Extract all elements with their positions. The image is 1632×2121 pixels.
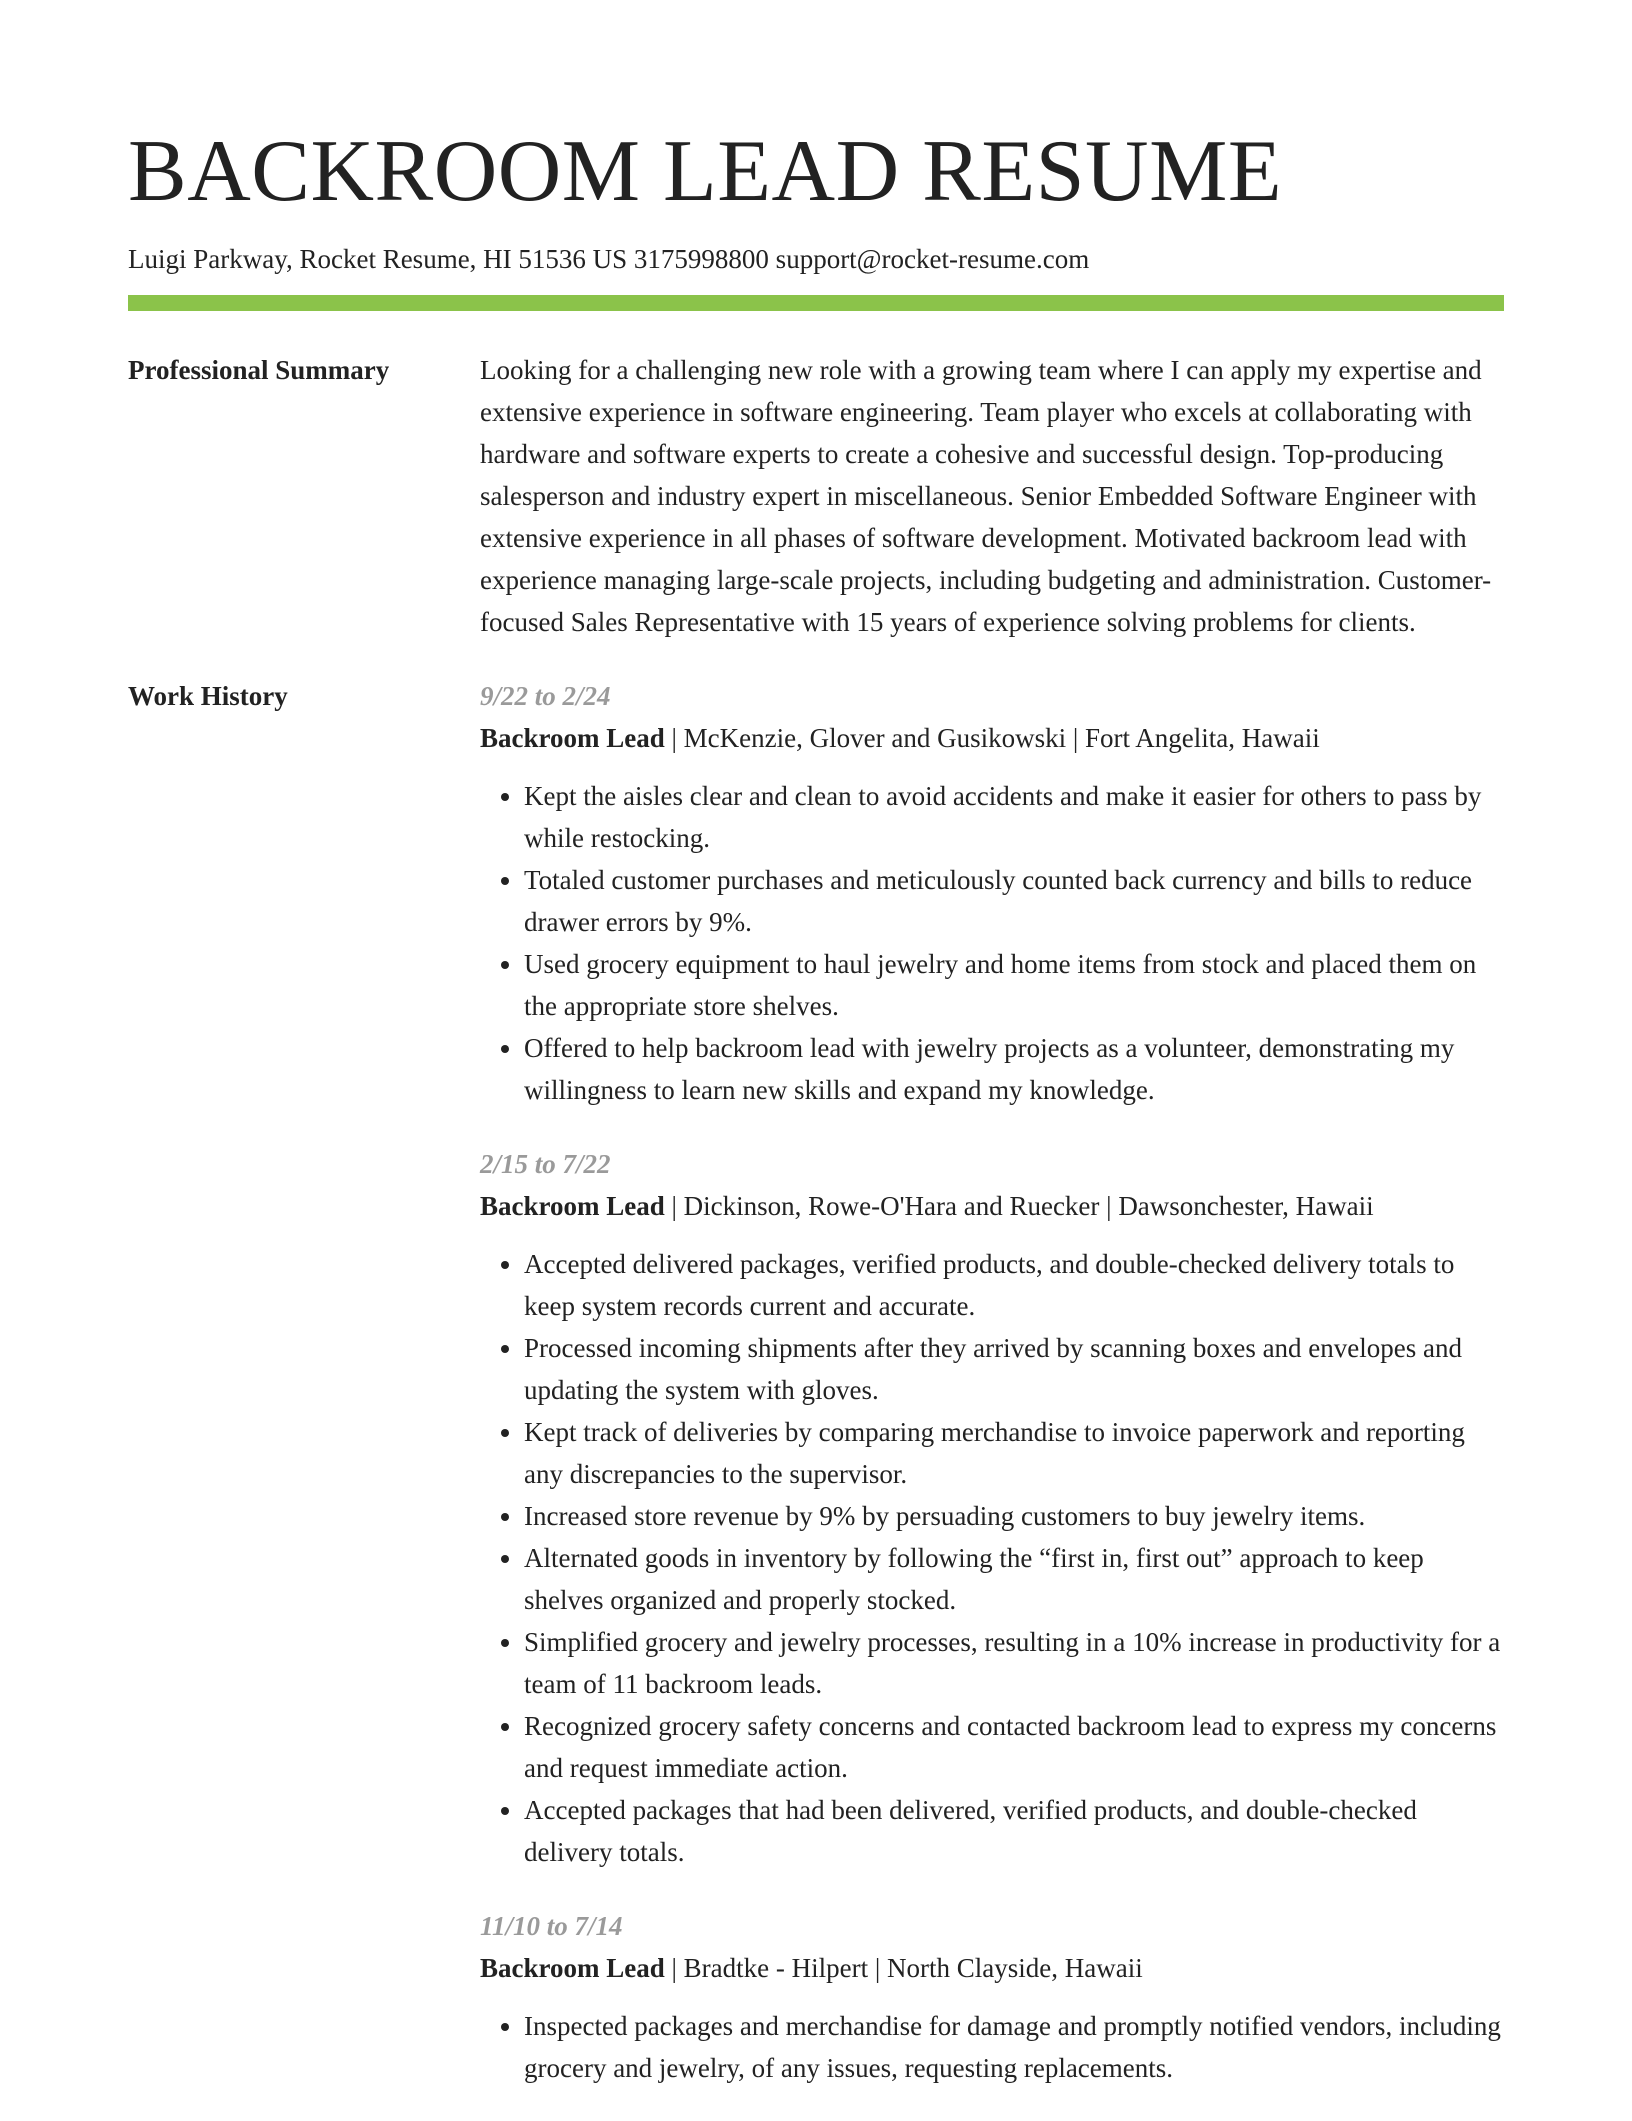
- contact-info: Luigi Parkway, Rocket Resume, HI 51536 US 3175998800 support@rocket-resume.com: [128, 244, 1090, 274]
- resume-title: BACKROOM LEAD RESUME: [128, 123, 1283, 220]
- separator: |: [1099, 1191, 1119, 1221]
- job-bullet: • Accepted packages that had been delivered, verified products, and double-checked delivery totals.: [524, 1789, 1504, 1873]
- job-bullet: • Recognized grocery safety concerns and contacted backroom lead to express my concerns and request immediate action.: [524, 1705, 1504, 1789]
- job-company: McKenzie, Glover and Gusikowski: [683, 723, 1067, 753]
- separator: |: [664, 1953, 684, 1983]
- job-role: Backroom Lead: [480, 1191, 665, 1221]
- job-entry: [480, 1905, 1504, 2089]
- job-bullet: • Inspected packages and merchandise for damage and promptly notified vendors, including grocery and jewelry, of any issues, requesting replacements.: [524, 2005, 1504, 2089]
- separator: |: [868, 1953, 888, 1983]
- job-bullet: • Used grocery equipment to haul jewelry and home items from stock and placed them on the appropriate store shelves.: [524, 943, 1504, 1027]
- separator: |: [664, 723, 684, 753]
- job-entry: [480, 1143, 1504, 1873]
- separator: |: [664, 1191, 684, 1221]
- job-dates: 11/10 to 7/14: [480, 1911, 623, 1941]
- job-company: Dickinson, Rowe-O'Hara and Ruecker: [683, 1191, 1100, 1221]
- job-bullet: • Offered to help backroom lead with jewelry projects as a volunteer, demonstrating my willingness to learn new skills and expand my knowledge.: [524, 1027, 1504, 1111]
- job-heading: [480, 717, 1504, 759]
- job-bullet: • Alternated goods in inventory by following the “first in, first out” approach to keep shelves organized and properly stocked.: [524, 1537, 1504, 1621]
- job-role: Backroom Lead: [480, 1953, 665, 1983]
- summary-text: Looking for a challenging new role with a growing team where I can apply my expertise and extensive experience in software engineering. Team player who excels at collaborating with hardware and software experts to create a cohesive and successful design. Top-producing salesperson and industry expert in miscellaneous. Senior Embedded Software Engineer with extensive experience in all phases of software development. Motivated backroom lead with experience managing large-scale projects, including budgeting and administration. Customer-focused Sales Representative with 15 years of experience solving problems for clients.: [480, 355, 1492, 637]
- job-location: Fort Angelita, Hawaii: [1085, 723, 1320, 753]
- work-history-section: [128, 675, 1504, 2089]
- job-role: Backroom Lead: [480, 723, 665, 753]
- job-dates: 9/22 to 2/24: [480, 681, 611, 711]
- job-bullet-list: [480, 2005, 1504, 2089]
- job-company: Bradtke - Hilpert: [683, 1953, 869, 1983]
- section-label-summary: Professional Summary: [128, 355, 390, 385]
- job-bullet: • Kept track of deliveries by comparing merchandise to invoice paperwork and reporting any discrepancies to the supervisor.: [524, 1411, 1504, 1495]
- accent-divider: [128, 295, 1504, 311]
- job-bullet: • Totaled customer purchases and meticulously counted back currency and bills to reduce drawer errors by 9%.: [524, 859, 1504, 943]
- job-heading: [480, 1185, 1504, 1227]
- job-location: Dawsonchester, Hawaii: [1118, 1191, 1374, 1221]
- job-dates: 2/15 to 7/22: [480, 1149, 611, 1179]
- job-bullet: • Kept the aisles clear and clean to avoid accidents and make it easier for others to pass by while restocking.: [524, 775, 1504, 859]
- job-bullet-list: [480, 1243, 1504, 1873]
- job-entry: [480, 675, 1504, 1111]
- resume-page: [128, 0, 1504, 2121]
- job-bullet: • Accepted delivered packages, verified products, and double-checked delivery totals to keep system records current and accurate.: [524, 1243, 1504, 1327]
- job-location: North Clayside, Hawaii: [887, 1953, 1143, 1983]
- job-heading: [480, 1947, 1504, 1989]
- job-bullet: • Processed incoming shipments after they arrived by scanning boxes and envelopes and updating the system with gloves.: [524, 1327, 1504, 1411]
- section-label-work-history: Work History: [128, 681, 288, 711]
- job-bullet: • Increased store revenue by 9% by persuading customers to buy jewelry items.: [524, 1495, 1504, 1537]
- job-bullet-list: [480, 775, 1504, 1111]
- job-bullet: • Simplified grocery and jewelry processes, resulting in a 10% increase in productivity for a team of 11 backroom leads.: [524, 1621, 1504, 1705]
- separator: |: [1066, 723, 1085, 753]
- professional-summary-section: [128, 349, 1504, 643]
